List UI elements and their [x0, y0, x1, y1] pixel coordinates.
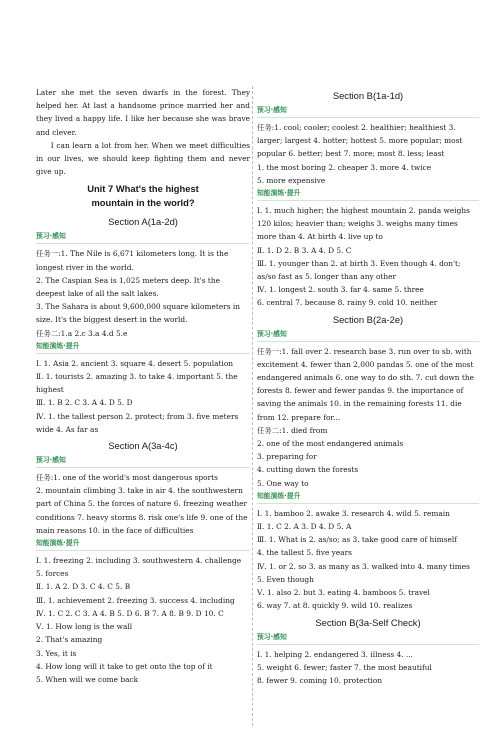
answer-line: 任务:1. one of the world's most dangerous sports: [36, 473, 218, 483]
answer-line: Ⅳ. 1. the tallest person 2. protect; from 3. five meters wide 4. As far as: [36, 411, 239, 434]
exercise-label: 预习·感知: [36, 231, 250, 244]
answer-line: Ⅰ. 1. Asia 2. ancient 3. square 4. desert 5. population: [36, 358, 234, 368]
intro-paragraph-2: I can learn a lot from her. When we meet difficulties in our lives, we should keep fighting them and never give up.: [36, 140, 250, 177]
answer-line: 任务一:1. fall over 2. research base 3. run over to sb. with excitement 4. fewer than 2,000 pandas 5. one of the most endangered animals 6. one way to do sth. 7. cut down the forests 8. fewer and fewer pandas 9. the importance of saving the animals 10. in the remaining forests 11. die from 12. prepare for...: [257, 346, 475, 422]
answer-line: 3. Yes, it is: [36, 648, 77, 658]
exercise-label: 知能演练·提升: [36, 341, 250, 354]
answer-line: Ⅰ. 1. bamboo 2. awake 3. research 4. wild 5. remain: [257, 508, 450, 518]
answer-line: 5. weight 6. fewer; faster 7. the most beautiful: [257, 662, 432, 672]
exercise-label: 知能演练·提升: [36, 538, 250, 551]
unit-title-line-1: Unit 7 What's the highest: [87, 183, 199, 195]
answer-line: 任务一:1. The Nile is 6,671 kilometers long. It is the longest river in the world.: [36, 249, 229, 272]
answer-line: 5. When will we come back: [36, 674, 139, 684]
answer-line: 任务二:1.a 2.c 3.a 4.d 5.e: [36, 328, 128, 338]
answer-line: Ⅱ. 1. tourists 2. amazing 3. to take 4. important 5. the highest: [36, 372, 238, 395]
answer-line: 任务二:1. died from: [257, 425, 328, 435]
answer-line: Ⅴ. 1. How long is the wall: [36, 622, 133, 632]
answer-line: Ⅰ. 1. helping 2. endangered 3. illness 4. ...: [257, 649, 413, 659]
answer-line: Ⅲ. 1. younger than 2. at birth 3. Even though 4. don't; as/so fast as 5. longer than any other: [257, 258, 461, 282]
column-divider: [252, 86, 253, 726]
answer-line: 1. the most boring 2. cheaper 3. more 4. twice: [257, 162, 432, 172]
exercise-label: 预习·感知: [36, 455, 250, 468]
answer-line: 2. mountain climbing 3. take in air 4. the southwestern part of China 5. the forces of nature 6. freezing weather conditions 7. heavy storms 8. risk one's life 9. one of the main reasons 10. in the face of difficulties: [36, 486, 248, 535]
answer-line: 6. way 7. at 8. quickly 9. wild 10. realizes: [257, 601, 413, 611]
answer-line: 5. Even though: [257, 574, 314, 584]
answer-line: Ⅰ. 1. much higher; the highest mountain 2. panda weighs 120 kilos; heavier than; weighs 3. weighs many times more than 4. At birth 4. live up to: [257, 206, 470, 242]
section-title: Section B(2a-2e): [332, 313, 404, 325]
answer-line: Ⅳ. 1. C 2. C 3. A 4. B 5. D 6. B 7. A 8. B 9. D 10. C: [36, 608, 224, 618]
section-title: Section B(3a-Self Check): [315, 616, 421, 628]
answer-line: Ⅳ. 1. longest 2. south 3. far 4. same 5. three: [257, 285, 424, 295]
answer-line: 2. The Caspian Sea is 1,025 meters deep. It's the deepest lake of all the salt lakes.: [36, 275, 220, 299]
exercise-label: 预习·感知: [257, 329, 479, 342]
answer-line: Ⅴ. 1. also 2. but 3. eating 4. bamboos 5. travel: [257, 588, 430, 598]
answer-line: Ⅲ. 1. What is 2. as/so; as 3. take good care of himself: [257, 535, 457, 545]
answer-line: 3. The Sahara is about 9,600,000 square kilometers in size. It's the biggest desert in the world.: [36, 302, 240, 325]
left-column: [36, 86, 250, 686]
section-title: Section A(1a-2d): [108, 216, 178, 228]
answer-line: 5. One way to: [257, 478, 309, 488]
section-title: Section A(3a-4c): [108, 440, 178, 452]
answer-line: Ⅰ. 1. freezing 2. including 3. southwestern 4. challenge 5. forces: [36, 556, 242, 579]
answer-line: Ⅲ. 1. achievement 2. freezing 3. success 4. including: [36, 595, 235, 605]
answer-line: 5. more expensive: [257, 175, 326, 185]
section-title: Section B(1a-1d): [332, 90, 404, 101]
answer-line: 4. How long will it take to get onto the top of it: [36, 661, 213, 671]
answer-line: 4. the tallest 5. five years: [257, 548, 352, 558]
answer-line: Ⅱ. 1. D 2. B 3. A 4. D 5. C: [257, 245, 352, 255]
intro-paragraph-1: Later she met the seven dwarfs in the forest. They helped her. At last a handsome prince married her and they lived a happy life. I like her because she was brave and clever.: [36, 88, 250, 137]
right-sections: [257, 88, 479, 687]
answer-line: 2. That's amazing: [36, 635, 103, 645]
answer-line: 2. one of the most endangered animals: [257, 439, 404, 449]
answer-line: 4. cutting down the forests: [257, 465, 359, 475]
answer-line: 6. central 7. because 8. rainy 9. cold 10. neither: [257, 298, 438, 308]
exercise-label: 预习·感知: [257, 105, 479, 118]
answer-line: 任务:1. cool; cooler; coolest 2. healthier; healthiest 3. larger; largest 4. hotter; hottest 5. more popular; most popular 6. better; best 7. more; most 8. less; least: [257, 123, 463, 159]
unit-title: [36, 182, 250, 210]
answer-line: Ⅱ. 1. C 2. A 3. D 4. D 5. A: [257, 522, 352, 532]
answer-line: 3. preparing for: [257, 452, 317, 462]
exercise-label: 知能演练·提升: [257, 491, 479, 504]
right-column: [257, 86, 479, 687]
answer-line: Ⅲ. 1. B 2. C 3. A 4. D 5. D: [36, 398, 133, 408]
exercise-label: 预习·感知: [257, 632, 479, 645]
answer-line: Ⅱ. 1. A 2. D 3. C 4. C 5. B: [36, 582, 131, 592]
answer-line: 8. fewer 9. coming 10. protection: [257, 675, 383, 685]
left-sections: [36, 214, 250, 686]
unit-title-line-2: mountain in the world?: [91, 197, 195, 209]
exercise-label: 知能演练·提升: [257, 188, 479, 201]
answer-line: Ⅳ. 1. or 2. so 3. as many as 3. walked into 4. many times: [257, 561, 470, 571]
